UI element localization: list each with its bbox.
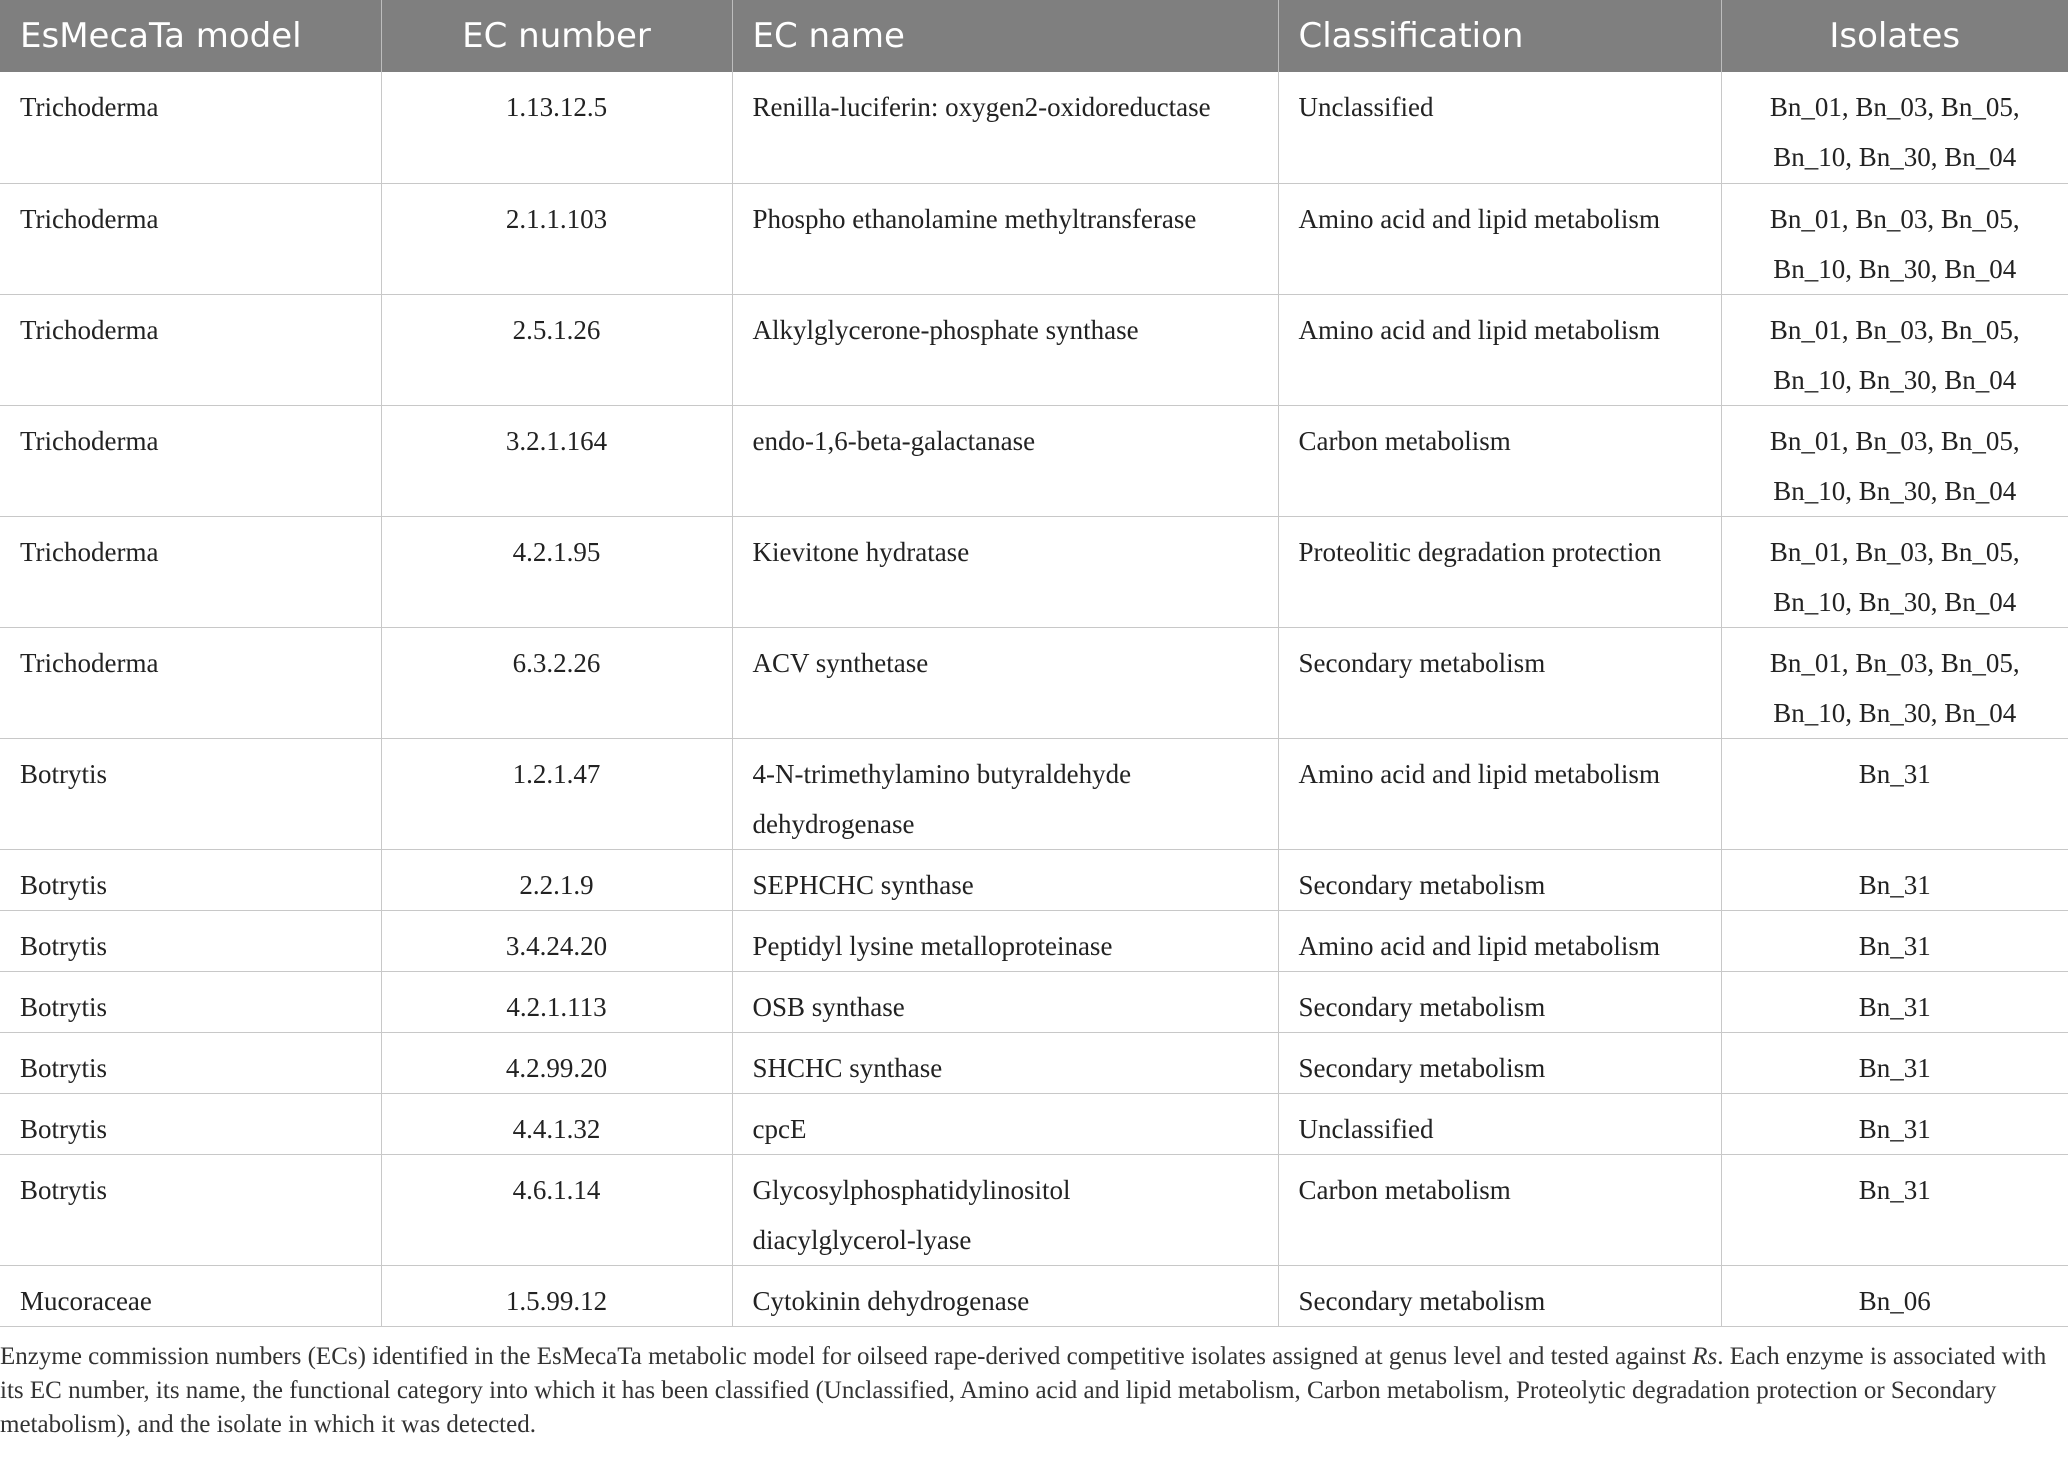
cell-isolates xyxy=(1721,405,2068,516)
cell-ec-name xyxy=(732,1265,1278,1326)
cell-isolates xyxy=(1721,1093,2068,1154)
table-row xyxy=(0,516,2068,627)
cell-isolates-line: Bn_01, Bn_03, Bn_05, xyxy=(1769,314,2020,345)
header-ec-name: EC name xyxy=(732,0,1278,72)
cell-ec-number: 2.1.1.103 xyxy=(381,183,732,294)
cell-model: Trichoderma xyxy=(0,72,381,183)
header-row xyxy=(0,0,2068,72)
cell-isolates xyxy=(1721,849,2068,910)
cell-isolates xyxy=(1721,738,2068,849)
cell-isolates-line: Bn_01, Bn_03, Bn_05, xyxy=(1769,203,2020,234)
cell-ec-name xyxy=(732,738,1278,849)
cell-isolates-line: Bn_31 xyxy=(1858,869,1931,900)
cell-ec-name-line: Phospho ethanolamine methyltransferase xyxy=(752,203,1197,234)
cell-ec-number: 3.2.1.164 xyxy=(381,405,732,516)
cell-ec-name-line: Renilla-luciferin: oxygen2-oxidoreductase xyxy=(752,92,1211,122)
cell-isolates-line: Bn_10, Bn_30, Bn_04 xyxy=(1773,253,2017,284)
cell-isolates-line: Bn_31 xyxy=(1858,758,1931,789)
table-row xyxy=(0,405,2068,516)
table-row xyxy=(0,1154,2068,1265)
cell-ec-number: 4.2.99.20 xyxy=(381,1032,732,1093)
cell-classification: Carbon metabolism xyxy=(1278,405,1721,516)
cell-isolates-line: Bn_10, Bn_30, Bn_04 xyxy=(1773,586,2017,617)
table-header xyxy=(0,0,2068,72)
cell-isolates xyxy=(1721,183,2068,294)
cell-ec-number: 1.5.99.12 xyxy=(381,1265,732,1326)
cell-ec-name xyxy=(732,72,1278,183)
cell-model: Botrytis xyxy=(0,849,381,910)
cell-ec-name-line: diacylglycerol-lyase xyxy=(752,1224,972,1255)
cell-ec-name-line: OSB synthase xyxy=(752,991,905,1022)
table-row xyxy=(0,183,2068,294)
cell-classification: Carbon metabolism xyxy=(1278,1154,1721,1265)
table-caption xyxy=(0,1340,2060,1442)
cell-ec-name xyxy=(732,183,1278,294)
table-row xyxy=(0,627,2068,738)
table-row xyxy=(0,1032,2068,1093)
cell-isolates-line: Bn_10, Bn_30, Bn_04 xyxy=(1773,475,2017,506)
cell-ec-name-line: dehydrogenase xyxy=(752,808,915,839)
cell-isolates xyxy=(1721,910,2068,971)
cell-ec-name xyxy=(732,971,1278,1032)
cell-model: Botrytis xyxy=(0,1032,381,1093)
cell-model: Botrytis xyxy=(0,1154,381,1265)
cell-model: Trichoderma xyxy=(0,294,381,405)
cell-isolates xyxy=(1721,516,2068,627)
table-row xyxy=(0,1093,2068,1154)
table-row xyxy=(0,294,2068,405)
cell-classification: Amino acid and lipid metabolism xyxy=(1278,294,1721,405)
cell-ec-name xyxy=(732,516,1278,627)
cell-isolates-line: Bn_01, Bn_03, Bn_05, xyxy=(1769,536,2020,567)
cell-isolates-line: Bn_31 xyxy=(1858,1174,1931,1205)
cell-ec-name-line: Kievitone hydratase xyxy=(752,536,970,567)
cell-ec-name xyxy=(732,1154,1278,1265)
cell-model: Mucoraceae xyxy=(0,1265,381,1326)
cell-ec-number: 2.2.1.9 xyxy=(381,849,732,910)
cell-classification: Secondary metabolism xyxy=(1278,1265,1721,1326)
cell-classification: Secondary metabolism xyxy=(1278,849,1721,910)
cell-ec-number: 2.5.1.26 xyxy=(381,294,732,405)
caption-text-2: . Each enzyme is associated with its EC number, its name, the functional category into which it has been classified (Unclassified, Amino acid and lipid metabolism, Carbon metabolism, Proteolytic degradation protection or Secondary metabolism), and the isolate in which it was detected. xyxy=(0,1343,2047,1438)
header-isolates: Isolates xyxy=(1721,0,2068,72)
cell-model: Trichoderma xyxy=(0,516,381,627)
cell-isolates-line: Bn_06 xyxy=(1858,1285,1931,1316)
cell-model: Botrytis xyxy=(0,971,381,1032)
table-body xyxy=(0,72,2068,1326)
header-classification: Classification xyxy=(1278,0,1721,72)
cell-model: Trichoderma xyxy=(0,405,381,516)
cell-classification: Secondary metabolism xyxy=(1278,627,1721,738)
cell-ec-number: 1.13.12.5 xyxy=(381,72,732,183)
cell-classification: Secondary metabolism xyxy=(1278,971,1721,1032)
cell-ec-name xyxy=(732,405,1278,516)
cell-isolates xyxy=(1721,72,2068,183)
cell-model: Trichoderma xyxy=(0,627,381,738)
caption-text-1: Enzyme commission numbers (ECs) identified in the EsMecaTa metabolic model for oilseed rape-derived competitive isolates assigned at genus level and tested against xyxy=(0,1343,1693,1370)
cell-isolates-line: Bn_31 xyxy=(1858,991,1931,1022)
table-row xyxy=(0,971,2068,1032)
caption-italic-rs: Rs xyxy=(1692,1343,1718,1370)
cell-isolates-line: Bn_01, Bn_03, Bn_05, xyxy=(1769,425,2020,456)
cell-ec-number: 4.2.1.113 xyxy=(381,971,732,1032)
cell-ec-name-line: 4-N-trimethylamino butyraldehyde xyxy=(752,758,1132,789)
table-row xyxy=(0,72,2068,183)
cell-classification: Amino acid and lipid metabolism xyxy=(1278,910,1721,971)
cell-ec-name xyxy=(732,910,1278,971)
cell-classification: Secondary metabolism xyxy=(1278,1032,1721,1093)
cell-ec-name xyxy=(732,627,1278,738)
cell-ec-name-line: ACV synthetase xyxy=(752,647,929,678)
cell-classification: Amino acid and lipid metabolism xyxy=(1278,738,1721,849)
cell-model: Botrytis xyxy=(0,910,381,971)
cell-ec-name-line: Alkylglycerone-phosphate synthase xyxy=(752,314,1139,345)
cell-ec-name-line: SHCHC synthase xyxy=(752,1052,943,1083)
cell-ec-number: 4.4.1.32 xyxy=(381,1093,732,1154)
cell-ec-name-line: Glycosylphosphatidylinositol xyxy=(752,1174,1071,1205)
cell-ec-name-line: cpcE xyxy=(752,1113,807,1144)
cell-ec-number: 6.3.2.26 xyxy=(381,627,732,738)
cell-ec-name-line: endo-1,6-beta-galactanase xyxy=(752,425,1036,456)
cell-ec-name xyxy=(732,1093,1278,1154)
cell-isolates xyxy=(1721,1265,2068,1326)
table-row xyxy=(0,1265,2068,1326)
cell-ec-name-line: Cytokinin dehydrogenase xyxy=(752,1285,1030,1316)
cell-isolates xyxy=(1721,1154,2068,1265)
cell-isolates-line: Bn_10, Bn_30, Bn_04 xyxy=(1773,142,2017,172)
cell-isolates-line: Bn_01, Bn_03, Bn_05, xyxy=(1769,647,2020,678)
cell-isolates xyxy=(1721,294,2068,405)
cell-classification: Unclassified xyxy=(1278,1093,1721,1154)
cell-ec-number: 4.2.1.95 xyxy=(381,516,732,627)
cell-isolates-line: Bn_10, Bn_30, Bn_04 xyxy=(1773,364,2017,395)
cell-ec-number: 4.6.1.14 xyxy=(381,1154,732,1265)
cell-isolates-line: Bn_10, Bn_30, Bn_04 xyxy=(1773,697,2017,728)
cell-ec-name xyxy=(732,294,1278,405)
cell-model: Trichoderma xyxy=(0,183,381,294)
cell-isolates-line: Bn_01, Bn_03, Bn_05, xyxy=(1769,92,2020,122)
cell-isolates xyxy=(1721,971,2068,1032)
cell-isolates-line: Bn_31 xyxy=(1858,930,1931,961)
cell-model: Botrytis xyxy=(0,1093,381,1154)
cell-classification: Proteolitic degradation protection xyxy=(1278,516,1721,627)
table-row xyxy=(0,849,2068,910)
cell-classification: Unclassified xyxy=(1278,72,1721,183)
table-row xyxy=(0,738,2068,849)
cell-isolates xyxy=(1721,627,2068,738)
table-row xyxy=(0,910,2068,971)
cell-classification: Amino acid and lipid metabolism xyxy=(1278,183,1721,294)
cell-ec-name-line: Peptidyl lysine metalloproteinase xyxy=(752,930,1113,961)
cell-ec-name-line: SEPHCHC synthase xyxy=(752,869,974,900)
header-esmecata-model: EsMecaTa model xyxy=(0,0,381,72)
cell-isolates-line: Bn_31 xyxy=(1858,1113,1931,1144)
cell-ec-number: 1.2.1.47 xyxy=(381,738,732,849)
cell-isolates-line: Bn_31 xyxy=(1858,1052,1931,1083)
cell-model: Botrytis xyxy=(0,738,381,849)
header-ec-number: EC number xyxy=(381,0,732,72)
cell-ec-name xyxy=(732,1032,1278,1093)
cell-ec-name xyxy=(732,849,1278,910)
cell-ec-number: 3.4.24.20 xyxy=(381,910,732,971)
cell-isolates xyxy=(1721,1032,2068,1093)
